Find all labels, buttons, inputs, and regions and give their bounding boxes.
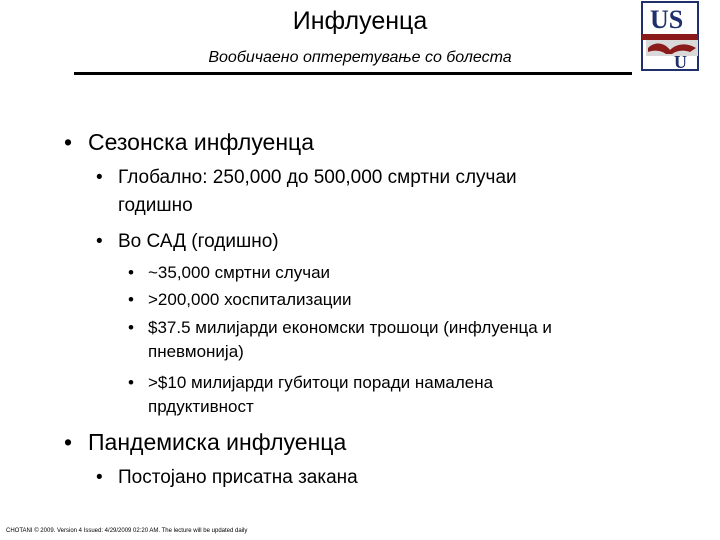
list-item-global-cont: годишно: [118, 195, 193, 216]
footer-text: CHOTANI © 2009. Version 4 Issued: 4/29/2009 02:20 AM. The lecture will be updated daily: [6, 528, 248, 534]
list-item-seasonal: Сезонска инфлуенца: [88, 129, 315, 155]
slide-title: Инфлуенца: [292, 7, 428, 35]
list-item-economic-costs-cont: пневмонија): [148, 342, 244, 361]
bullet-l1-seasonal: •: [64, 129, 73, 155]
bullet-l3: •: [128, 290, 134, 309]
bullet-l2-usa: •: [96, 231, 103, 252]
list-item-hospitalizations: >200,000 хоспитализации: [148, 290, 352, 309]
list-item-threat: Постојано присатна закана: [118, 467, 358, 488]
bullet-l1-pandemic: •: [64, 429, 73, 455]
bullet-l3: •: [128, 318, 134, 337]
bullet-l3: •: [128, 263, 134, 282]
slide-subtitle: Вообичаено оптеретување со болеста: [208, 49, 512, 66]
logo-text-top: US: [650, 5, 684, 34]
list-item-deaths: ~35,000 смртни случаи: [148, 263, 331, 282]
university-logo: [640, 0, 702, 74]
bullet-l2-threat: •: [96, 467, 103, 488]
logo-text-bottom: U: [674, 52, 687, 72]
list-item-usa: Во САД (годишно): [118, 231, 279, 252]
list-item-productivity-losses-cont: прдуктивност: [148, 397, 254, 416]
list-item-pandemic: Пандемиска инфлуенца: [88, 429, 347, 455]
list-item-productivity-losses: >$10 милијарди губитоци поради намалена: [148, 373, 494, 392]
list-item-economic-costs: $37.5 милијарди економски трошоци (инфлуенца и: [148, 318, 552, 337]
bullet-l2-global: •: [96, 167, 103, 188]
title-divider: [74, 72, 632, 75]
bullet-l3: •: [128, 373, 134, 392]
list-item-global: Глобално: 250,000 до 500,000 смртни случаи: [118, 167, 517, 188]
